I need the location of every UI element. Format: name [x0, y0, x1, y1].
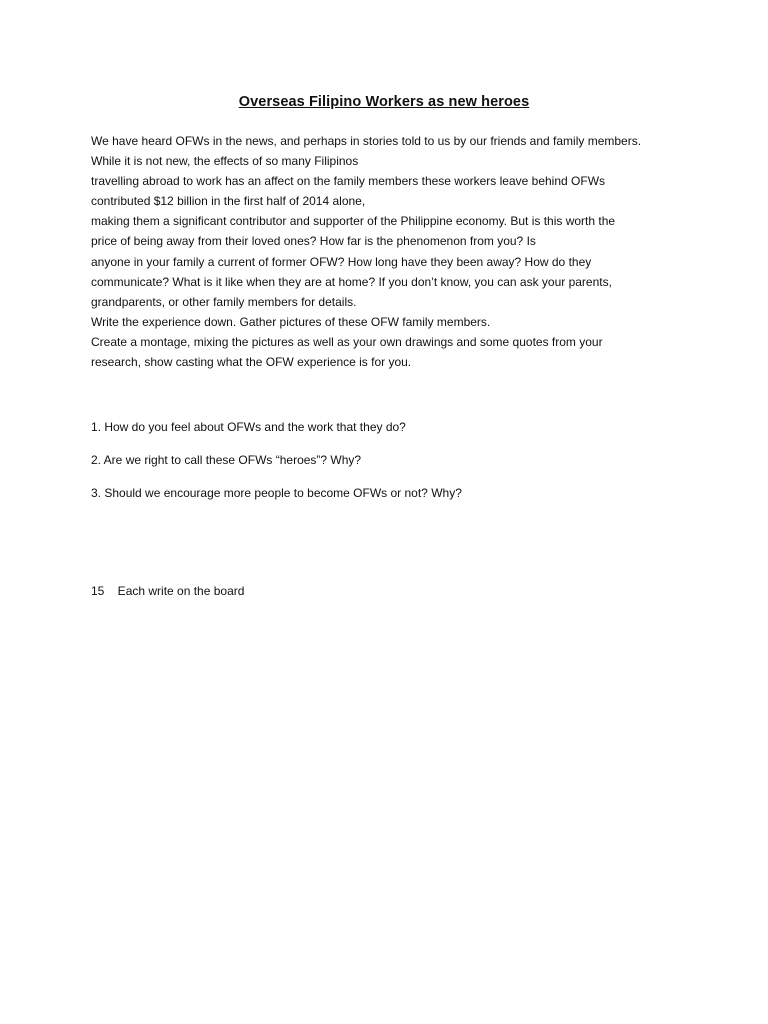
paragraph-line: While it is not new, the effects of so many Filipinos: [91, 154, 359, 169]
paragraph-line: Write the experience down. Gather pictures of these OFW family members.: [91, 314, 491, 329]
paragraph-line: contributed $12 billion in the first half of 2014 alone,: [91, 194, 366, 209]
paragraph-line: price of being away from their loved ones? How far is the phenomenon from you? Is: [91, 234, 536, 249]
paragraph-line: research, show casting what the OFW experience is for you.: [91, 355, 412, 370]
question-item-2: 2. Are we right to call these OFWs “heroes”? Why?: [91, 453, 362, 467]
paragraph-line: communicate? What is it like when they are at home? If you don’t know, you can ask your parents,: [91, 274, 612, 289]
intro-paragraph: [91, 131, 711, 372]
paragraph-line: Create a montage, mixing the pictures as well as your own drawings and some quotes from your: [91, 334, 603, 349]
paragraph-line: travelling abroad to work has an affect on the family members these workers leave behind OFWs: [91, 174, 606, 189]
document-title: Overseas Filipino Workers as new heroes: [238, 94, 530, 110]
paragraph-line: making them a significant contributor and supporter of the Philippine economy. But is this worth the: [91, 214, 616, 229]
question-item-3: 3. Should we encourage more people to become OFWs or not? Why?: [91, 486, 462, 500]
question-item-1: 1. How do you feel about OFWs and the work that they do?: [91, 420, 406, 434]
question-list: [91, 417, 711, 516]
paragraph-line: grandparents, or other family members for details.: [91, 294, 357, 309]
activity-note: 15 Each write on the board: [91, 584, 245, 598]
paragraph-line: anyone in your family a current of former OFW? How long have they been away? How do they: [91, 254, 592, 269]
paragraph-line: We have heard OFWs in the news, and perhaps in stories told to us by our friends and family members.: [91, 134, 642, 148]
